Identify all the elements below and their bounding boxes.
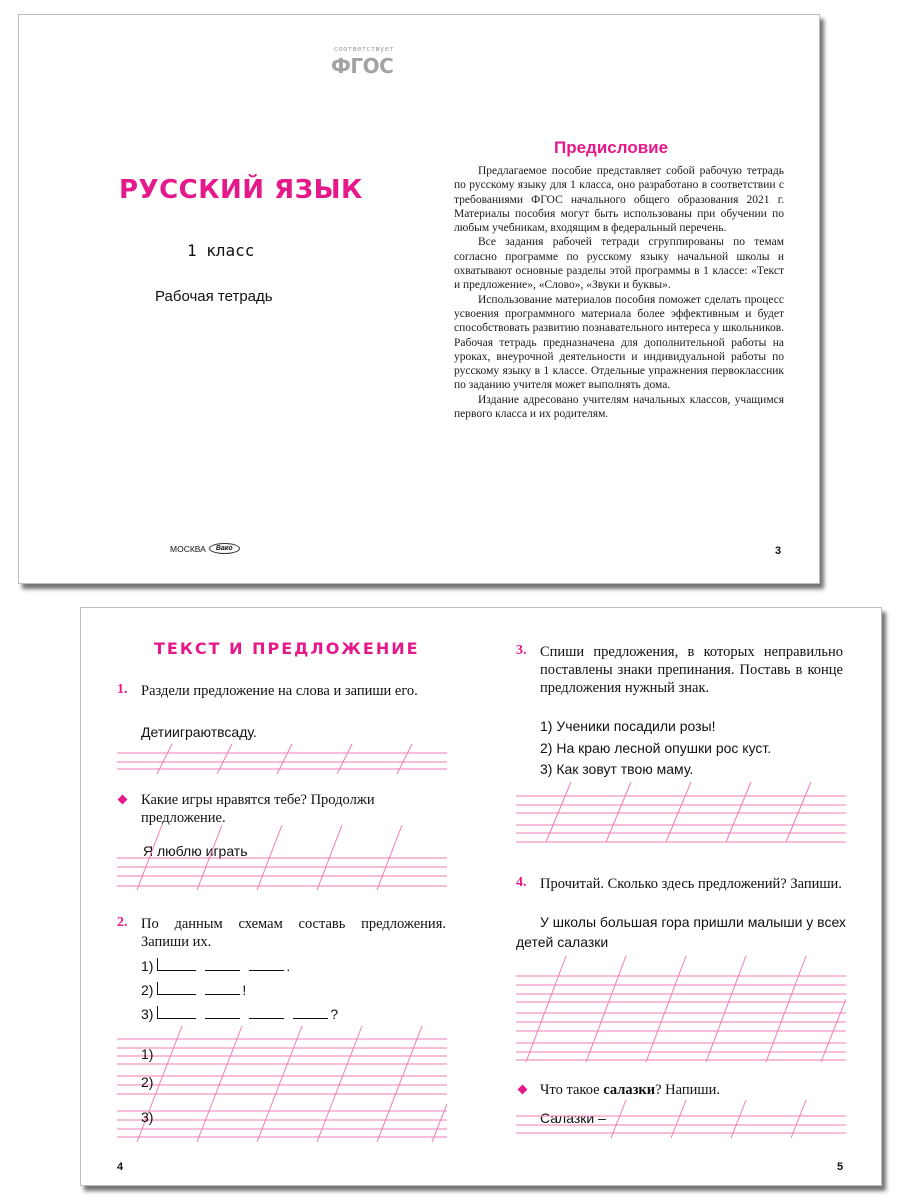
fgos-logo — [331, 45, 401, 85]
exercise-3-number: 3. — [516, 643, 527, 658]
scheme-slot — [293, 1006, 328, 1019]
publisher-logo: Вако — [209, 543, 240, 554]
logo-mark: ФГОС — [331, 54, 394, 78]
bottom-spread — [80, 607, 882, 1186]
writing-lines[interactable] — [516, 780, 846, 844]
ruling — [516, 956, 846, 1062]
top-spread — [18, 14, 820, 584]
section-title: ТЕКСТ И ПРЕДЛОЖЕНИЕ — [154, 639, 420, 658]
logo-arc-text: соответствует — [334, 45, 395, 53]
sentence-scheme — [141, 982, 246, 998]
scheme-label: 2) — [141, 982, 154, 998]
preface-paragraph: Использование материалов пособия поможет сделать процесс усвоения программного материала более эффективным и будет способствовать развитию познавательного интереса у школьников. Рабочая тетрадь предназначена для дополнительной работы на уроках, внеурочной деятельности и индивидуальной работы по русскому языку в 1 классе. Отдельные упражнения первоклассник по заданию учителя может выполнять дома. — [454, 293, 784, 392]
ruling — [516, 1100, 846, 1138]
ruling — [117, 825, 447, 890]
writing-lines[interactable] — [117, 744, 447, 780]
bonus-task-1-starter: Я люблю играть — [143, 843, 248, 859]
scheme-end-mark: . — [286, 958, 291, 974]
exercise-1-text: Раздели предложение на слова и запиши его. — [141, 683, 418, 699]
writing-lines[interactable] — [516, 954, 846, 1064]
sentence-scheme — [141, 958, 290, 974]
scheme-slot — [205, 958, 240, 971]
exercise-4-text: Прочитай. Сколько здесь предложений? Запиши. — [540, 876, 842, 892]
scheme-slot — [249, 1006, 284, 1019]
scheme-slot — [157, 982, 196, 995]
grade-label: 1 класс — [187, 241, 255, 260]
scheme-slot — [157, 958, 196, 971]
answer-line-label: 1) — [141, 1046, 154, 1062]
scheme-label: 3) — [141, 1006, 154, 1022]
bonus-task-2-text-before: Что такое — [540, 1082, 604, 1098]
exercise-3-item: 2) На краю лесной опушки рос куст. — [540, 740, 772, 756]
exercise-1-sample: Детииграютвсаду. — [141, 724, 257, 740]
preface-paragraph: Все задания рабочей тетради сгруппированы по темам согласно программе по русскому языку начальной школы и охватывают основные разделы этой программы в 1 классе: «Текст и предложение», «Слово», «Звуки и буквы». — [454, 236, 784, 292]
sentence-scheme — [141, 1006, 338, 1022]
page-number-3: 3 — [775, 545, 782, 557]
scheme-slot — [157, 1006, 196, 1019]
publisher-city: МОСКВА — [170, 543, 206, 554]
bonus-task-1-text: Какие игры нравятся тебе? Продолжи предложение. — [141, 792, 375, 826]
preface-title: Предисловие — [554, 138, 669, 157]
bonus-task-marker-icon — [518, 1085, 528, 1095]
scheme-slot — [205, 1006, 240, 1019]
bonus-task-2-text-after: ? Напиши. — [655, 1082, 720, 1098]
answer-line-label: 3) — [141, 1109, 154, 1125]
book-subtitle: Рабочая тетрадь — [155, 288, 273, 305]
book-title: РУССКИЙ ЯЗЫК — [119, 175, 363, 205]
exercise-3-item: 3) Как зовут твою маму. — [540, 761, 694, 777]
bonus-task-marker-icon — [118, 795, 128, 805]
scheme-slot — [249, 958, 284, 971]
exercise-1-number: 1. — [117, 682, 128, 697]
scheme-slot — [205, 982, 240, 995]
preface-paragraph: Издание адресовано учителям начальных классов, учащимся первого класса и их родителям. — [454, 393, 784, 421]
ruling — [117, 744, 447, 774]
ruling — [516, 782, 846, 842]
writing-lines[interactable] — [516, 1094, 846, 1140]
preface-body — [454, 164, 784, 421]
exercise-3-text: Спиши предложения, в которых неправильно поставлены знаки препинания. Поставь в конце предложения нужный знак. — [540, 644, 843, 696]
exercise-4-number: 4. — [516, 875, 527, 890]
scheme-end-mark: ! — [242, 982, 247, 998]
exercise-2-number: 2. — [117, 915, 128, 930]
writing-lines[interactable] — [117, 1024, 447, 1144]
answer-line-label: 2) — [141, 1074, 154, 1090]
page-number-4: 4 — [117, 1161, 124, 1173]
writing-lines[interactable] — [117, 820, 447, 892]
bonus-task-2-starter: Салазки – — [540, 1110, 606, 1126]
ruling — [117, 1026, 447, 1142]
publisher-imprint — [170, 543, 240, 554]
scheme-label: 1) — [141, 958, 154, 974]
exercise-3-item: 1) Ученики посадили розы! — [540, 718, 716, 734]
exercise-2-text: По данным схемам составь предложения. Запиши их. — [141, 916, 446, 950]
preface-paragraph: Предлагаемое пособие представляет собой рабочую тетрадь по русскому языку для 1 класса, оно разработано в соответствии с требованиями ФГОС начального общего образования 2021 г. Материалы пособия могут быть использованы при обучении по любым учебникам, входящим в федеральный перечень. — [454, 165, 784, 235]
scheme-end-mark: ? — [330, 1006, 339, 1022]
exercise-4-passage: У школы большая гора пришли малыши у всех детей салазки — [516, 914, 846, 950]
bonus-task-2-term: салазки — [603, 1082, 656, 1098]
page-number-5: 5 — [837, 1161, 844, 1173]
